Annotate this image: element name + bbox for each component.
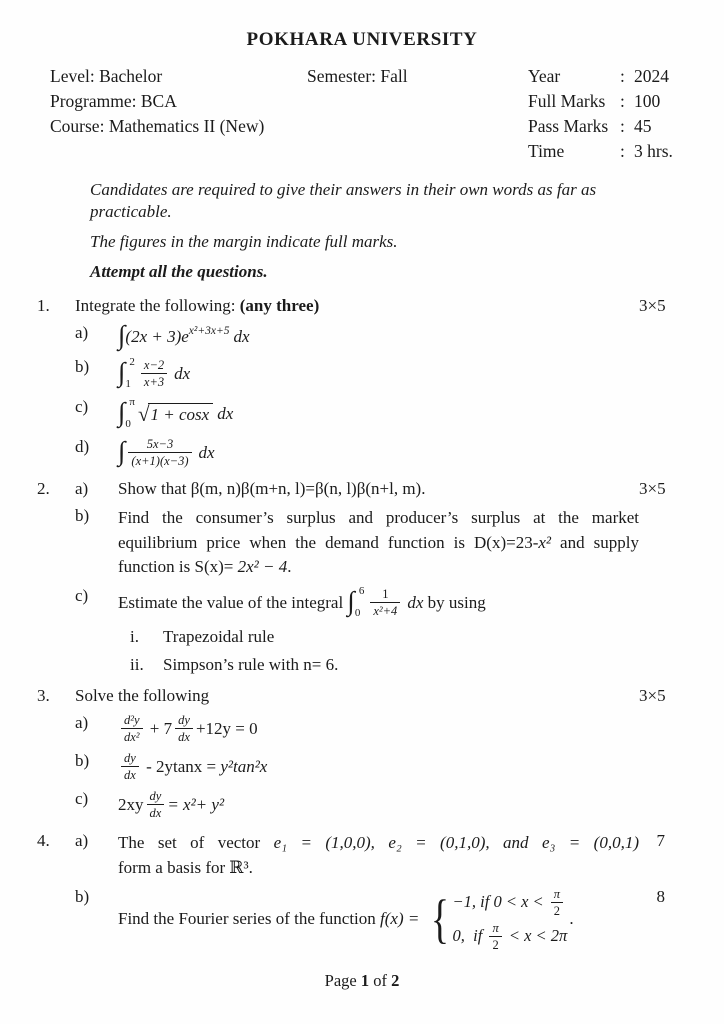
- page-footer: [0, 971, 724, 991]
- fraction: [147, 789, 165, 820]
- footer-page-word: Page: [324, 971, 361, 990]
- operator: + 7: [145, 718, 173, 738]
- meta-value: 100: [634, 91, 661, 111]
- meta-colon: :: [620, 91, 625, 111]
- square-root: [138, 403, 213, 425]
- numerator: dy: [147, 789, 165, 805]
- fraction: [128, 437, 191, 468]
- q3-item-a: [37, 713, 665, 744]
- question-1-title: [75, 296, 639, 316]
- q1-item-c: [37, 397, 665, 430]
- radical-sign: √: [137, 401, 150, 426]
- marks-badge: 7: [656, 831, 665, 851]
- semester-line: Semester: Fall: [307, 66, 408, 86]
- q2b-text: [118, 506, 639, 579]
- question-number: 2.: [37, 479, 50, 499]
- q3-item-c: [37, 789, 665, 820]
- q1-title-text: Integrate the following:: [75, 296, 240, 316]
- header-middle-column: [307, 64, 528, 164]
- marks-badge: 8: [656, 886, 665, 906]
- q4b-content: [118, 887, 639, 952]
- item-label: a): [75, 713, 89, 733]
- equation-tail: y²tan²x: [220, 756, 268, 776]
- instruction-attempt: Attempt all the questions.: [90, 262, 268, 282]
- q3c-equation: [118, 789, 639, 820]
- fraction: [175, 713, 193, 744]
- q4b-text-pre: Find the Fourier series of the function: [118, 909, 381, 929]
- radicand: 1 + cosx: [148, 403, 214, 425]
- q1c-formula: [118, 397, 639, 430]
- sub-item-text: Trapezoidal rule: [163, 627, 275, 647]
- q2-item-b: [37, 506, 665, 579]
- left-brace: {: [430, 888, 449, 949]
- case-2-condition: < x < 2π: [504, 926, 568, 946]
- q3-item-b: [37, 751, 665, 782]
- sentence-period: .: [569, 909, 574, 929]
- dx-term: dx: [233, 326, 250, 346]
- sub-item-label: i.: [130, 627, 139, 647]
- question-2-header: [37, 479, 665, 499]
- integral-sign: ∫: [347, 586, 355, 617]
- q3a-equation: [118, 713, 639, 744]
- question-4-header: [37, 831, 665, 880]
- item-label: b): [75, 886, 90, 906]
- q2b-text-2: and supply function is S(x)=: [118, 532, 639, 576]
- meta-colon: :: [620, 141, 625, 161]
- q2c-formula-line: [118, 586, 639, 619]
- integral-limits: [125, 357, 135, 390]
- meta-colon: :: [620, 116, 625, 136]
- q4-item-b: [37, 887, 665, 952]
- piecewise-cases: [453, 887, 568, 952]
- q2c-sub-i: [130, 627, 639, 647]
- meta-value: 45: [634, 116, 652, 136]
- meta-colon: :: [620, 66, 625, 86]
- q1b-formula: [118, 357, 639, 390]
- q1-item-a: [37, 320, 665, 351]
- item-label: a): [75, 323, 89, 343]
- q4a-text-run: The set of vector: [118, 833, 274, 853]
- meta-row-full-marks: [528, 89, 684, 114]
- operator: - 2ytanx =: [141, 756, 221, 776]
- item-label: c): [75, 397, 89, 417]
- q2b-math-1: x²: [538, 532, 552, 552]
- q1a-formula: [118, 320, 639, 351]
- integral-sign: ∫: [118, 397, 126, 428]
- case-2-value: 0, if: [452, 926, 487, 946]
- denominator: (x+1)(x−3): [131, 454, 189, 469]
- footer-page-number: 1: [360, 971, 370, 990]
- exponent: x²+3x+5: [188, 324, 230, 337]
- q1-title-bold: (any three): [239, 296, 320, 316]
- page-title: POKHARA UNIVERSITY: [246, 29, 478, 50]
- question-number: 3.: [37, 686, 50, 706]
- q4a-line-1: [118, 831, 639, 855]
- upper-limit: π: [129, 396, 135, 409]
- question-number: 4.: [37, 831, 50, 851]
- dx-term: dx: [217, 403, 234, 423]
- level-line: Level: Bachelor: [50, 66, 163, 86]
- q1-item-d: [37, 437, 665, 468]
- q4a-text: [118, 831, 639, 880]
- question-3-title: Solve the following: [75, 686, 210, 706]
- q2a-text: Show that β(m, n)β(m+n, l)=β(n, l)β(n+l, m).: [118, 479, 426, 499]
- numerator: π: [551, 887, 563, 903]
- lower-limit: 1: [125, 378, 131, 391]
- sub-item-label: ii.: [130, 655, 144, 675]
- question-3-header: [37, 686, 665, 706]
- item-label: b): [75, 751, 90, 771]
- q2b-math-2: 2x² − 4: [237, 556, 288, 576]
- meta-label: Year: [528, 66, 561, 86]
- q4a-math-run: e₁ = (1,0,0), e₂ = (0,1,0), and e₃ = (0,0,1): [273, 833, 640, 853]
- numerator: 5x−3: [128, 437, 191, 453]
- numerator: π: [489, 921, 501, 937]
- item-label: b): [75, 357, 90, 377]
- denominator: x²+4: [373, 604, 398, 619]
- lower-limit: 0: [125, 418, 131, 431]
- dx-term: dx: [198, 442, 215, 462]
- fraction: [121, 751, 139, 782]
- header-left-column: [50, 64, 307, 164]
- q2b-text-3: .: [287, 556, 292, 576]
- item-label: d): [75, 437, 90, 457]
- instruction-figures: The figures in the margin indicate full marks.: [90, 232, 398, 252]
- course-line: Course: Mathematics II (New): [50, 116, 265, 136]
- instruction-candidates: Candidates are required to give their answers in their own words as far as practicable.: [90, 180, 597, 222]
- meta-value: 2024: [634, 66, 669, 86]
- header-right-column: [528, 64, 684, 164]
- integral-sign: ∫: [118, 436, 126, 467]
- numerator: d²y: [121, 713, 143, 729]
- question-number: 1.: [37, 296, 50, 316]
- integral-limits: [125, 397, 135, 430]
- fraction: [370, 587, 400, 618]
- numerator: dy: [121, 751, 139, 767]
- footer-page-total: 2: [391, 971, 400, 990]
- integrand: (2x + 3)e: [125, 326, 189, 346]
- equation-tail: = x²+ y²: [167, 794, 225, 814]
- item-label: a): [75, 479, 89, 499]
- programme-line: Programme: BCA: [50, 91, 177, 111]
- integral-sign: ∫: [118, 320, 126, 351]
- denominator: dx²: [124, 730, 140, 745]
- q2c-text-post: by using: [423, 592, 486, 612]
- meta-label: Full Marks: [528, 91, 606, 111]
- denominator: dx: [178, 730, 190, 745]
- meta-row-pass-marks: [528, 114, 684, 139]
- numerator: dy: [175, 713, 193, 729]
- marks-badge: 3×5: [639, 296, 666, 316]
- equation-head: 2xy: [118, 794, 144, 814]
- fraction: [489, 921, 501, 952]
- numerator: x−2: [141, 358, 167, 374]
- q4a-line-2: form a basis for ℝ³.: [118, 857, 253, 877]
- item-label: c): [75, 586, 89, 606]
- meta-label: Pass Marks: [528, 116, 609, 136]
- equation-tail: +12y = 0: [195, 718, 258, 738]
- item-label: b): [75, 506, 90, 526]
- denominator: 2: [553, 903, 561, 918]
- q2c-sub-ii: [130, 655, 639, 675]
- case-2: [453, 921, 568, 952]
- q2b-text-1: Find the consumer’s surplus and producer’s surplus at the market equilibrium price when the demand function is D(x)=23-: [118, 508, 639, 552]
- integral-sign: ∫: [118, 357, 126, 388]
- upper-limit: 2: [129, 356, 135, 369]
- fraction: [141, 358, 167, 389]
- q3b-equation: [118, 751, 639, 782]
- exam-instructions: [90, 179, 638, 283]
- denominator: x+3: [143, 375, 165, 390]
- q2c-content: [118, 586, 639, 675]
- fraction: [551, 887, 563, 918]
- header-info: [0, 51, 724, 164]
- meta-value: 3 hrs.: [634, 141, 673, 161]
- question-1-header: [37, 296, 665, 316]
- item-label: a): [75, 831, 89, 851]
- footer-of-word: of: [369, 971, 392, 990]
- q1d-formula: [118, 437, 639, 468]
- lower-limit: 0: [354, 607, 361, 620]
- q2-item-c: [37, 586, 665, 675]
- q2c-text-pre: Estimate the value of the integral: [118, 592, 348, 612]
- fraction: [121, 713, 143, 744]
- sub-item-text: Simpson’s rule with n= 6.: [163, 655, 339, 675]
- marks-badge: 3×5: [639, 686, 666, 706]
- q4b-formula-line: [118, 887, 639, 952]
- marks-badge: 3×5: [639, 479, 666, 499]
- numerator: 1: [370, 587, 400, 603]
- dx-term: dx: [174, 363, 191, 383]
- q1-item-b: [37, 357, 665, 390]
- q2b-paragraph: [118, 506, 639, 579]
- case-1-condition: −1, if 0 < x <: [452, 892, 548, 912]
- dx-term: dx: [407, 592, 424, 612]
- meta-label: Time: [528, 141, 565, 161]
- question-list: [0, 283, 724, 951]
- denominator: 2: [492, 937, 499, 952]
- denominator: dx: [124, 768, 136, 783]
- meta-row-time: [528, 139, 684, 164]
- item-label: c): [75, 789, 89, 809]
- integral-limits: [355, 586, 365, 619]
- case-1: [453, 887, 568, 918]
- q4b-function: f(x) =: [380, 909, 424, 929]
- upper-limit: 6: [358, 585, 365, 598]
- denominator: dx: [149, 806, 162, 821]
- meta-row-year: [528, 64, 684, 89]
